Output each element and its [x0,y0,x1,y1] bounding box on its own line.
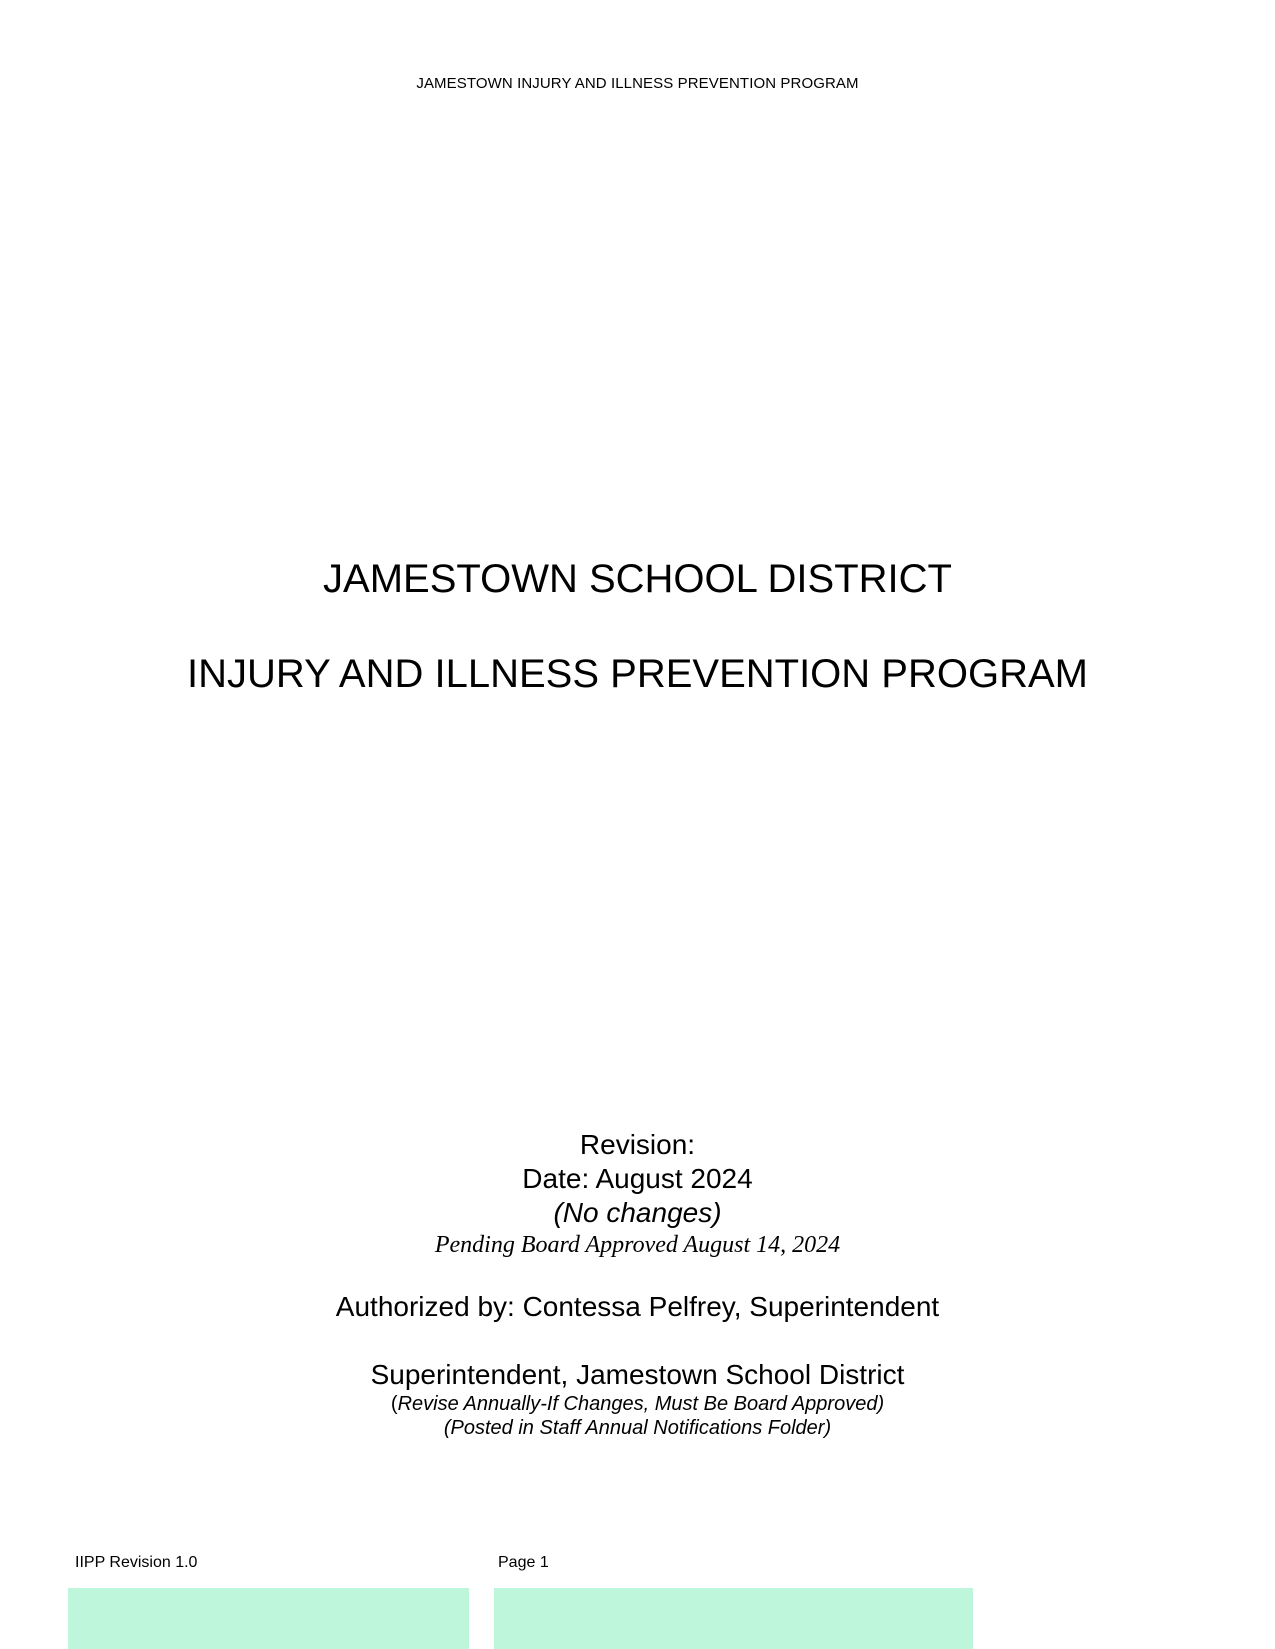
program-title: INJURY AND ILLNESS PREVENTION PROGRAM [187,652,1088,696]
superintendent-title: Superintendent, Jamestown School District [370,1359,905,1390]
revise-note [0,1392,1275,1416]
running-header: JAMESTOWN INJURY AND ILLNESS PREVENTION PROGRAM [416,75,859,92]
authorized-by: Authorized by: Contessa Pelfrey, Superintendent [335,1291,940,1322]
revision-date: Date: August 2024 [522,1163,753,1194]
revision-label: Revision: [579,1129,696,1160]
revision-block [0,1128,1275,1260]
revision-changes: (No changes) [553,1197,722,1228]
approval-status: Pending Board Approved August 14, 2024 [434,1232,841,1258]
superintendent-block [0,1358,1275,1440]
footer-page-number: Page 1 [498,1554,549,1571]
footer-band-left [68,1588,469,1649]
revise-note-text: Revise Annually-If Changes, Must Be Board Approved) [397,1393,885,1415]
footer-band-right [494,1588,973,1649]
revise-note-paren: ( [390,1393,398,1415]
district-title: JAMESTOWN SCHOOL DISTRICT [323,557,952,601]
posted-note: (Posted in Staff Annual Notifications Folder) [443,1417,832,1439]
footer-revision: IIPP Revision 1.0 [75,1554,198,1571]
